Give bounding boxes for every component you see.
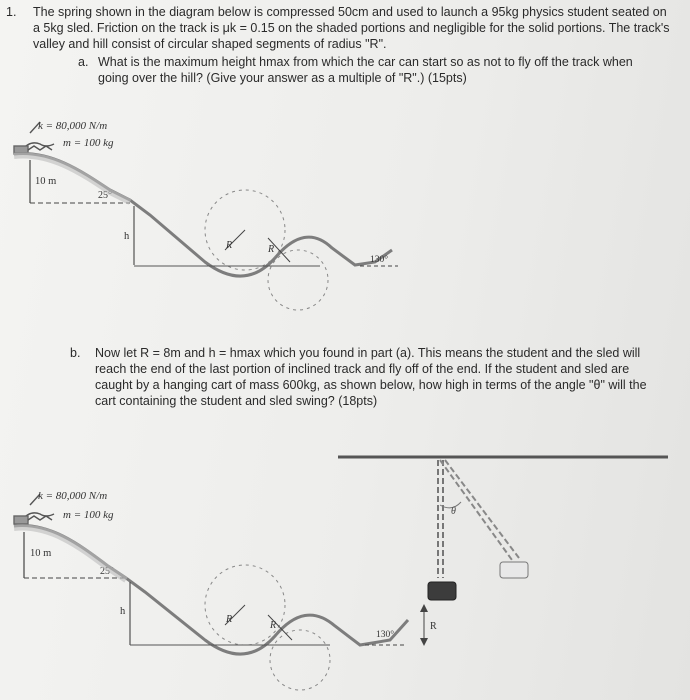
fig1-hill-circle [268, 250, 328, 310]
fig2-h-label: h [120, 606, 126, 617]
fig2-side-r-arrow-up [420, 604, 428, 612]
fig1-exit-angle: 130° [370, 255, 389, 265]
problem-number: 1. [6, 5, 17, 19]
fig1-mass: m = 100 kg [63, 137, 114, 149]
fig1-spring-constant: k = 80,000 N/m [38, 120, 108, 132]
figure-1-diagram [0, 112, 690, 312]
fig2-theta-label: θ [451, 506, 456, 517]
fig2-radius-label-2: R [270, 620, 277, 631]
part-a-label: a. [78, 55, 89, 69]
fig1-h-label: h [124, 231, 130, 242]
fig1-radius-label-1: R [226, 240, 233, 251]
fig2-side-r-arrow-down [420, 638, 428, 646]
fig2-side-r-label: R [430, 621, 437, 632]
part-a-text: What is the maximum height hmax from which the car can start so as not to fly off the track when going over the hill? (Give your answer as a multiple of "R".) (15pts) [98, 55, 633, 85]
cart-swung [500, 562, 528, 578]
cart-hanging [428, 582, 456, 600]
fig1-incline-angle: 25° [98, 190, 112, 201]
fig1-shaded-section [14, 155, 130, 202]
fig2-exit-angle: 130° [376, 630, 395, 640]
fig2-spring-constant: k = 80,000 N/m [38, 490, 108, 502]
fig1-height-label: 10 m [35, 176, 57, 187]
fig2-mass: m = 100 kg [63, 509, 114, 521]
hanging-cart-pendulum [428, 460, 528, 600]
fig2-height-label: 10 m [30, 548, 52, 559]
fig1-track [14, 153, 392, 276]
fig2-radius-label-1: R [226, 614, 233, 625]
fig2-incline-angle: 25° [100, 566, 114, 577]
figure-2-diagram [0, 440, 690, 700]
fig2-hill-circle [270, 630, 330, 690]
problem-intro: The spring shown in the diagram below is compressed 50cm and used to launch a 95kg physics student seated on a 5kg sled. Friction on the track is μk = 0.15 on the shaded portions and negligible for the solid portions. The track's valley and hill consist of circular shaped segments of radius "R". [33, 5, 670, 51]
part-b-label: b. [70, 346, 81, 360]
part-b-text: Now let R = 8m and h = hmax which you found in part (a). This means the student and the sled will reach the end of the last portion of inclined track and fly off of the end. If the student and sled are caught by a hanging cart of mass 600kg, as shown below, how high in terms of the angle "θ" will the cart containing the student and sled swing? (18pts) [95, 346, 647, 408]
fig1-radius-label-2: R [268, 244, 275, 255]
